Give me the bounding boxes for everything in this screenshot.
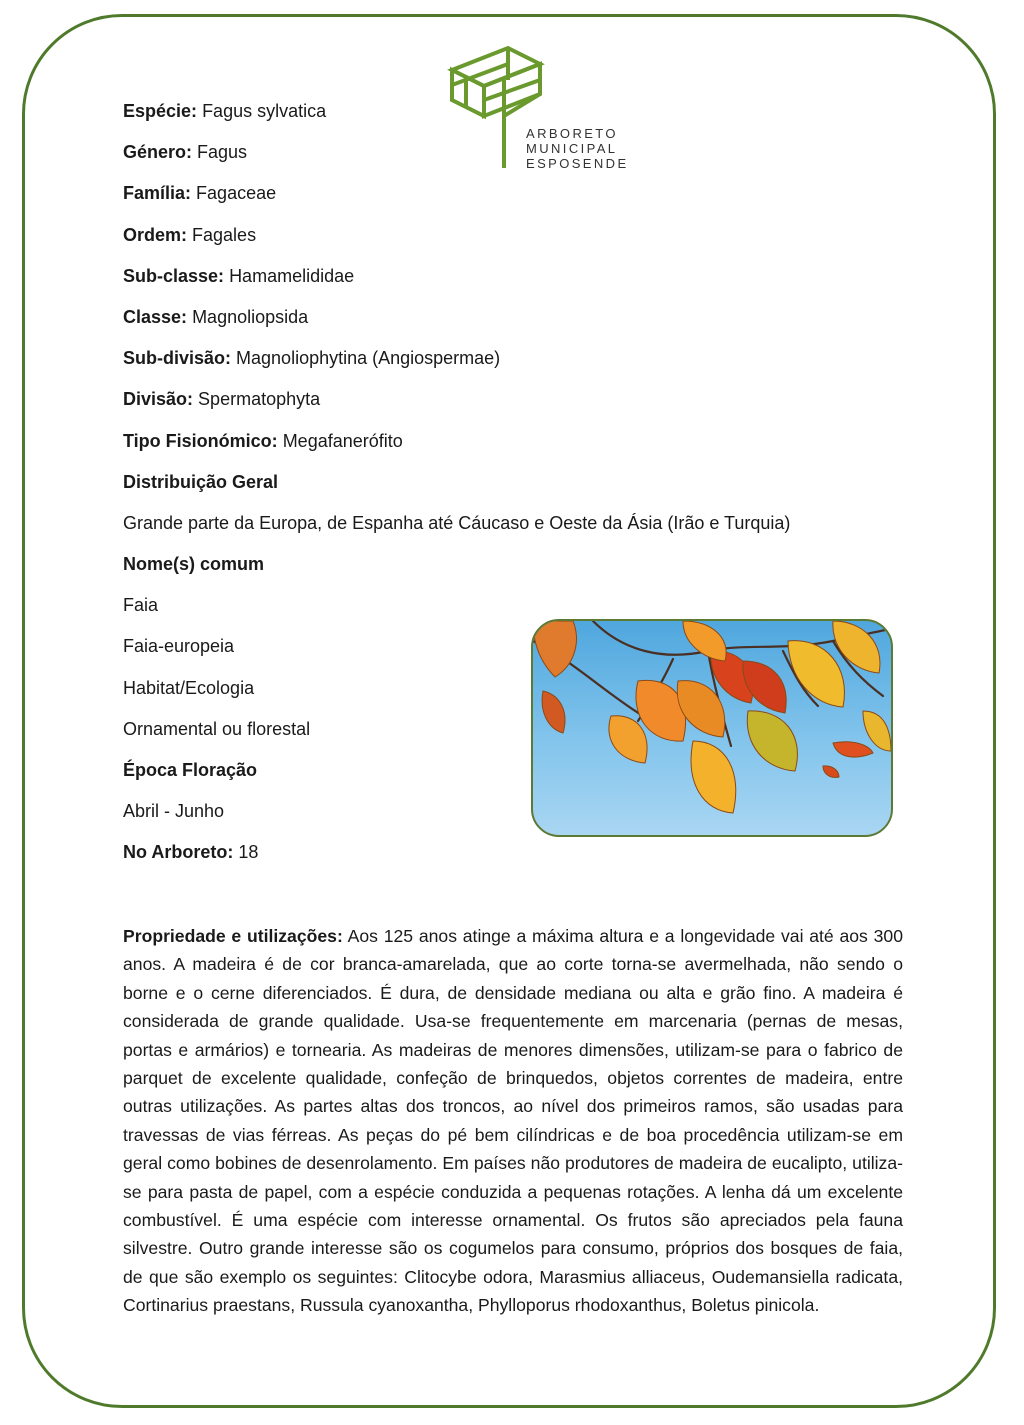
distribuicao-heading <box>123 467 903 508</box>
field-label: Género: <box>123 142 193 163</box>
field-value: Fagus sylvatica <box>202 101 327 121</box>
nomes-heading <box>123 549 903 590</box>
field-value: Megafanerófito <box>282 430 403 451</box>
section-heading: Época Floração <box>123 760 258 780</box>
section-heading: Nome(s) comum <box>123 554 265 575</box>
field-label: Sub-classe: <box>123 265 225 286</box>
field-label: Tipo Fisionómico: <box>123 430 278 451</box>
field-label: Espécie: <box>123 101 198 121</box>
field-label: No Arboreto: <box>123 842 234 863</box>
field-value: Fagales <box>192 224 257 245</box>
nome-comum-1: Faia <box>123 595 159 616</box>
field-familia <box>123 178 903 219</box>
logo-line-3: ESPOSENDE <box>526 156 629 171</box>
field-label: Família: <box>123 183 192 204</box>
field-tipo-fisionomico <box>123 426 903 467</box>
properties-paragraph <box>123 922 903 1320</box>
section-heading: Distribuição Geral <box>123 471 279 492</box>
field-value: Magnoliopsida <box>192 306 309 327</box>
distribuicao-text: Grande parte da Europa, de Espanha até Cáucaso e Oeste da Ásia (Irão e Turquia) <box>123 512 791 533</box>
field-value: 18 <box>238 842 259 863</box>
field-value: Fagaceae <box>196 183 277 204</box>
field-genero <box>123 137 903 178</box>
field-subdivisao <box>123 343 903 384</box>
beech-leaves-photo <box>531 619 893 837</box>
field-value: Hamamelididae <box>229 265 355 286</box>
properties-text: Aos 125 anos atinge a máxima altura e a longevidade vai até aos 300 anos. A madeira é de cor branca-amarelada, que ao corte torna-se avermelhada, não sendo o borne e o cerne diferenciados. É dura, de densidade mediana ou alta e grão fino. A madeira é considerada de grande qualidade. Usa-se frequentemente em marcenaria (pernas de mesas, portas e armários) e tornearia. As madeiras de menores dimensões, utilizam-se para o fabrico de parquet de excelente qualidade, confeção de brinquedos, objetos correntes de madeira, entre outras utilizações. As partes altas dos troncos, ao nível dos primeiros ramos, são usadas para travessas de vias férreas. As peças do pé bem cilíndricas e de boa procedência utilizam-se em geral como bobines de desenrolamento. Em países não produtores de madeira de eucalipto, utiliza-se para pasta de papel, com a espécie conduzida a pequenas rotações. A lenha dá um excelente combustível. É uma espécie com interesse ornamental. Os frutos são apreciados pela fauna silvestre. Outro grande interesse são os cogumelos para consumo, próprios dos bosques de faia, de que são exemplo os seguintes: Clitocybe odora, Marasmius alliaceus, Oudemansiella radicata, Cortinarius praestans, Russula cyanoxantha, Phylloporus rhodoxanthus, Boletus pinicola. <box>123 926 903 1316</box>
field-label: Ordem: <box>123 224 188 245</box>
field-subclasse <box>123 261 903 302</box>
field-divisao <box>123 384 903 425</box>
habitat-label: Habitat/Ecologia <box>123 677 255 698</box>
field-ordem <box>123 220 903 261</box>
habitat-value: Ornamental ou florestal <box>123 718 311 739</box>
beech-leaves-illustration <box>533 621 891 835</box>
field-label: Divisão: <box>123 389 194 410</box>
field-label: Classe: <box>123 306 188 327</box>
field-arboreto <box>123 837 903 878</box>
logo-line-1: ARBORETO <box>526 126 618 141</box>
properties-label: Propriedade e utilizações: <box>123 926 343 946</box>
nome-comum-2: Faia-europeia <box>123 636 235 657</box>
field-value: Magnoliophytina (Angiospermae) <box>236 348 501 369</box>
field-especie <box>123 96 903 137</box>
floracao-value: Abril - Junho <box>123 801 225 822</box>
field-value: Spermatophyta <box>198 389 321 410</box>
field-label: Sub-divisão: <box>123 348 232 369</box>
logo-line-2: MUNICIPAL <box>526 141 618 156</box>
field-value: Fagus <box>197 142 248 163</box>
field-classe <box>123 302 903 343</box>
